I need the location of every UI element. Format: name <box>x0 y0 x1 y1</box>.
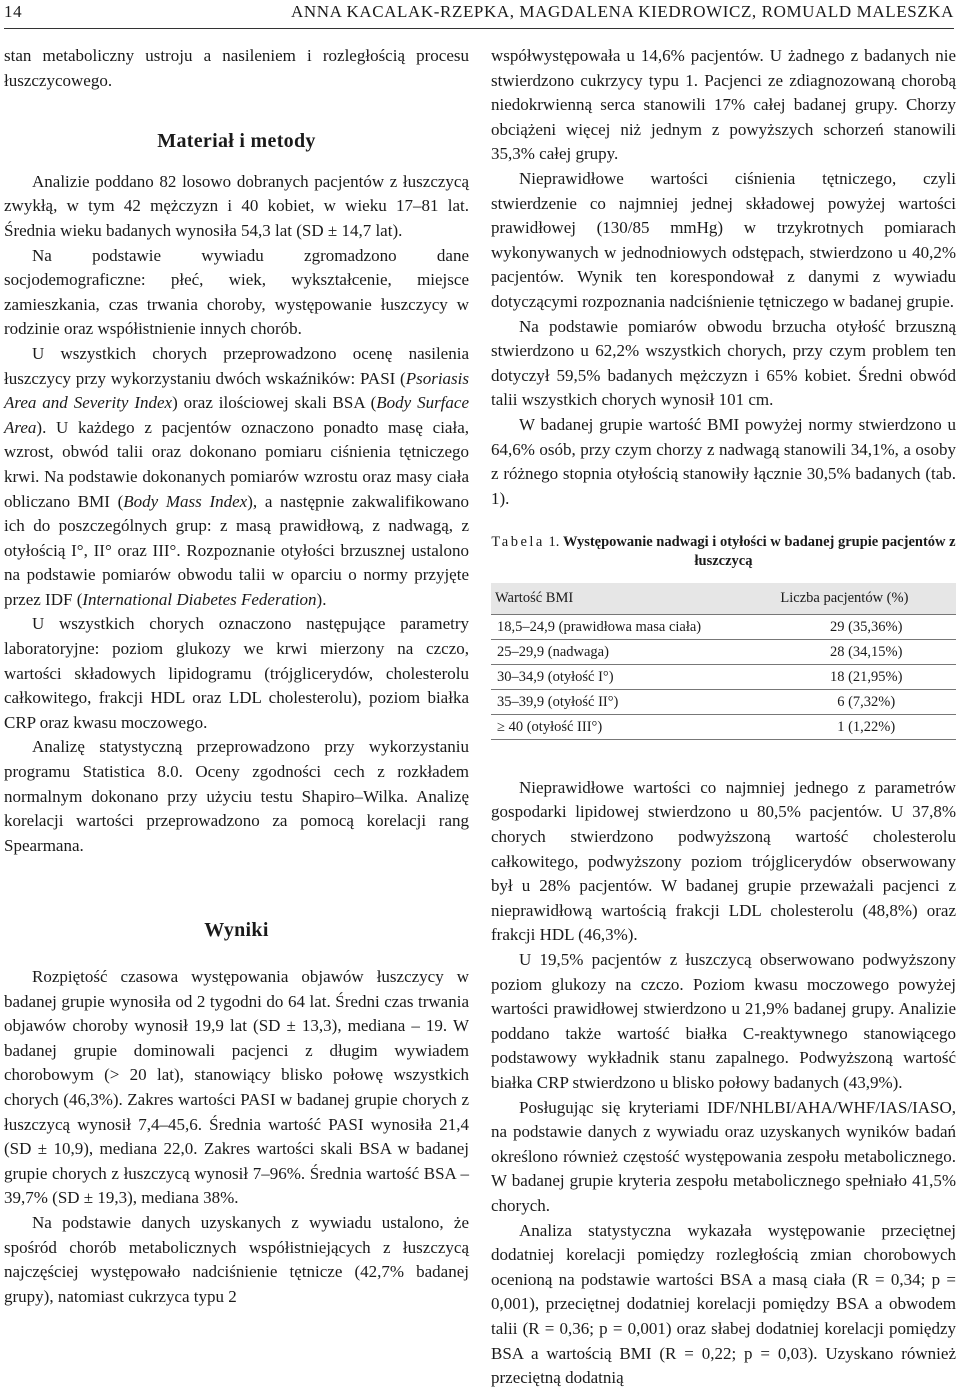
table-cell-count: 18 (21,95%) <box>776 664 956 689</box>
table-caption-number: 1. <box>548 534 560 551</box>
paragraph-methods-2: Na podstawie wywiadu zgromadzono dane socjodemograficzne: płeć, wiek, wykształcenie, miejsce zamieszkania, czas trwania choroby, występowanie łuszczycy w rodzinie oraz współistnienie innych chorób. <box>4 245 469 339</box>
paragraph-methods-3: U wszystkich chorych przeprowadzono ocenę nasilenia łuszczycy przy wykorzystaniu dwóch wskaźników: PASI (Psoriasis Area and Severity Index) oraz ilościowej skali BSA (Body Surface Area). U każdego z pacjentów oznaczono ponadto masę ciała, wzrost, obwód talii oraz dokonano pomiaru ciśnienia tętniczego krwi. Na podstawie dokonanych pomiarów wzrostu oraz masy ciała obliczano BMI (Body Mass Index), a następnie zakwalifikowano ich do poszczególnych grup: z masą prawidłową, z nadwagą, z otyłością I°, II° oraz III°. Rozpoznanie otyłości brzusznej ustalono na podstawie pomiarów obwodu talii w oparciu o normy przyjęte przez IDF (International Diabetes Federation). <box>4 343 470 609</box>
bmi-term: Body Mass Index <box>123 491 248 511</box>
table-cell-count: 28 (34,15%) <box>776 639 956 664</box>
table-cell-count: 6 (7,32%) <box>776 689 956 714</box>
section-heading-methods: Materiał i metody <box>157 130 316 153</box>
table-row <box>491 664 956 689</box>
table-caption <box>491 533 956 571</box>
paragraph-results-4: Nieprawidłowe wartości ciśnienia tętniczego, czyli stwierdzenie co najmniej jednej składowej powyżej wartości prawidłowej (130/85 mmHg) w trzykrotnych pomiarach wykonywanych w jednodniowych odstępach, stwierdzono u 40,2% pacjentów. Wynik ten korespondował z danymi z wywiadu dotyczącymi rozpoznania nadciśnienie tętniczego w badanej grupie. <box>491 168 956 311</box>
running-header-authors: ANNA KACALAK-RZEPKA, MAGDALENA KIEDROWICZ, ROMUALD MALESZKA <box>291 2 954 21</box>
table-row <box>491 689 956 714</box>
table-cell-bmi: 30–34,9 (otyłość I°) <box>491 664 776 689</box>
left-column <box>4 44 469 1309</box>
paragraph-results-8: U 19,5% pacjentów z łuszczycą obserwowano podwyższony poziom glukozy na czczo. Poziom kwasu moczowego powyżej wartości prawidłowej stwierdzono u 21,9% badanej grupy. Analizie poddano także wartość białka C-reaktywnego stanowiącego podstawowy wykładnik stanu zapalnego. Podwyższoną wartość białka CRP stwierdzono u blisko połowy badanych (43,9%). <box>491 950 956 1092</box>
paragraph-results-3: współwystępowała u 14,6% pacjentów. U żadnego z badanych nie stwierdzono cukrzycy typu 1. Pacjenci ze zdiagnozowaną chorobą niedokrwienną serca stanowili 17% całej badanej grupy. Chorzy obciążeni więcej niż jednym z powyższych schorzeń stanowili 35,3% całej grupy. <box>491 46 956 164</box>
paragraph-results-5: Na podstawie pomiarów obwodu brzucha otyłość brzuszną stwierdzono u 62,2% wszystkich chorych, przy czym problem ten dotyczył 59,5% badanych mężczyzn i 65% kobiet. Średni obwód talii wszystkich chorych wynosił 101 cm. <box>491 316 956 410</box>
section-heading-results: Wyniki <box>204 919 269 942</box>
paragraph-results-9: Posługując się kryteriami IDF/NHLBI/AHA/WHF/IAS/IASO, na podstawie danych z wywiadu oraz uzyskanych wyników badań określono również częstość występowania zespołu metabolicznego. W badanej grupie kryteria zespołu metabolicznego spełniało 41,5% chorych. <box>491 1097 956 1215</box>
paragraph-results-10: Analiza statystyczna wykazała występowanie przeciętnej dodatniej korelacji pomiędzy rozległością zmian chorobowych ocenioną na podstawie wartości BSA a masą ciała (R = 0,34; p = 0,001), przeciętnej dodatniej korelacji pomiędzy BSA a obwodem talii (R = 0,36; p = 0,001) oraz słabej dodatniej korelacji pomiędzy BSA a wartością BMI (R = 0,22; p = 0,03). Uzyskano również przeciętną dodatnią <box>491 1220 956 1388</box>
pasi-term: Psoriasis Area and Severity Index <box>4 368 469 413</box>
bmi-table <box>491 583 956 740</box>
column-header-patients: Liczba pacjentów (%) <box>776 583 956 614</box>
bsa-term: Body Surface Area <box>4 393 469 437</box>
paragraph-results-7: Nieprawidłowe wartości co najmniej jednego z parametrów gospodarki lipidowej stwierdzono u 80,5% pacjentów. U 37,8% chorych stwierdzono podwyższoną wartość cholesterolu całkowitego, podwyższony poziom trójglicerydów obserwowany był u 28% pacjentów. W badanej grupie przeważali pacjenci z nieprawidłową wartością frakcji LDL cholesterolu (48,8%) oraz frakcji HDL (46,3%). <box>491 777 956 945</box>
paragraph-methods-4: U wszystkich chorych oznaczono następujące parametry laboratoryjne: poziom glukozy we krwi mierzony na czczo, wartości składowych lipidogramu (trójglicerydów, cholesterolu całkowitego, frakcji HDL oraz LDL cholesterolu), poziom białka CRP oraz kwasu moczowego. <box>4 614 469 732</box>
column-header-bmi: Wartość BMI <box>491 583 776 614</box>
table-header-row <box>491 583 956 614</box>
table-row <box>491 614 956 639</box>
running-header <box>4 0 954 29</box>
idf-term: International Diabetes Federation <box>82 589 317 609</box>
paragraph-results-2: Na podstawie danych uzyskanych z wywiadu ustalono, że spośród chorób metabolicznych współistniejących z łuszczycą najczęściej występowało nadciśnienie tętnicze (42,7% badanej grupy), natomiast cukrzyca typu 2 <box>4 1212 469 1306</box>
table-caption-label: Tabela <box>491 534 545 551</box>
paragraph-results-6: W badanej grupie wartość BMI powyżej normy stwierdzono u 64,6% osób, przy czym chorzy z nadwagą stanowili 34,1%, a osoby z różnego stopnia otyłością stanowiły łącznie 30,5% badanych (tab. 1). <box>491 414 956 508</box>
paragraph-methods-1: Analizie poddano 82 losowo dobranych pacjentów z łuszczycą zwykłą, w tym 42 mężczyzn i 40 kobiet, w wieku 17–81 lat. Średnia wieku badanych wynosiła 54,3 lat (SD ± 14,7 lat). <box>4 171 469 240</box>
table-cell-bmi: 25–29,9 (nadwaga) <box>491 639 776 664</box>
table-caption-title: Występowanie nadwagi i otyłości w badanej grupie pacjentów z łuszczycą <box>562 534 956 570</box>
table-cell-bmi: 18,5–24,9 (prawidłowa masa ciała) <box>491 614 776 639</box>
page-number: 14 <box>4 2 23 21</box>
table-cell-count: 1 (1,22%) <box>776 714 956 739</box>
table-cell-bmi: ≥ 40 (otyłość III°) <box>491 714 776 739</box>
paragraph-intro: stan metaboliczny ustroju a nasileniem i rozległością procesu łuszczycowego. <box>4 46 469 90</box>
right-column <box>491 44 956 1391</box>
paragraph-results-1: Rozpiętość czasowa występowania objawów łuszczycy w badanej grupie wynosiła od 2 tygodni do 64 lat. Średni czas trwania objawów choroby wynosił 19,9 lat (SD ± 13,3), mediana – 19. W badanej grupie dominowali pacjenci z długim wywiadem chorobowym (> 20 lat), stanowiący blisko połowę wszystkich chorych (46,3%). Zakres wartości PASI w badanej grupie chorych z łuszczycą wynosił 7,4–45,6. Średnia wartość PASI wynosiła 21,4 (SD ± 10,9), mediana 22,0. Zakres wartości skali BSA w badanej grupie chorych z łuszczycą wynosił 7–96%. Średnia wartość BSA – 39,7% (SD ± 19,3), mediana 38%. <box>4 967 469 1208</box>
table-cell-bmi: 35–39,9 (otyłość II°) <box>491 689 776 714</box>
table-cell-count: 29 (35,36%) <box>776 614 956 639</box>
table-row <box>491 714 956 739</box>
paragraph-methods-5: Analizę statystyczną przeprowadzono przy wykorzystaniu programu Statistica 8.0. Oceny zgodności cech z rozkładem normalnym dokonano przy użyciu testu Shapiro–Wilka. Analizę korelacji wartości przeprowadzono za pomocą korelacji rang Spearmana. <box>4 737 469 855</box>
table-row <box>491 639 956 664</box>
